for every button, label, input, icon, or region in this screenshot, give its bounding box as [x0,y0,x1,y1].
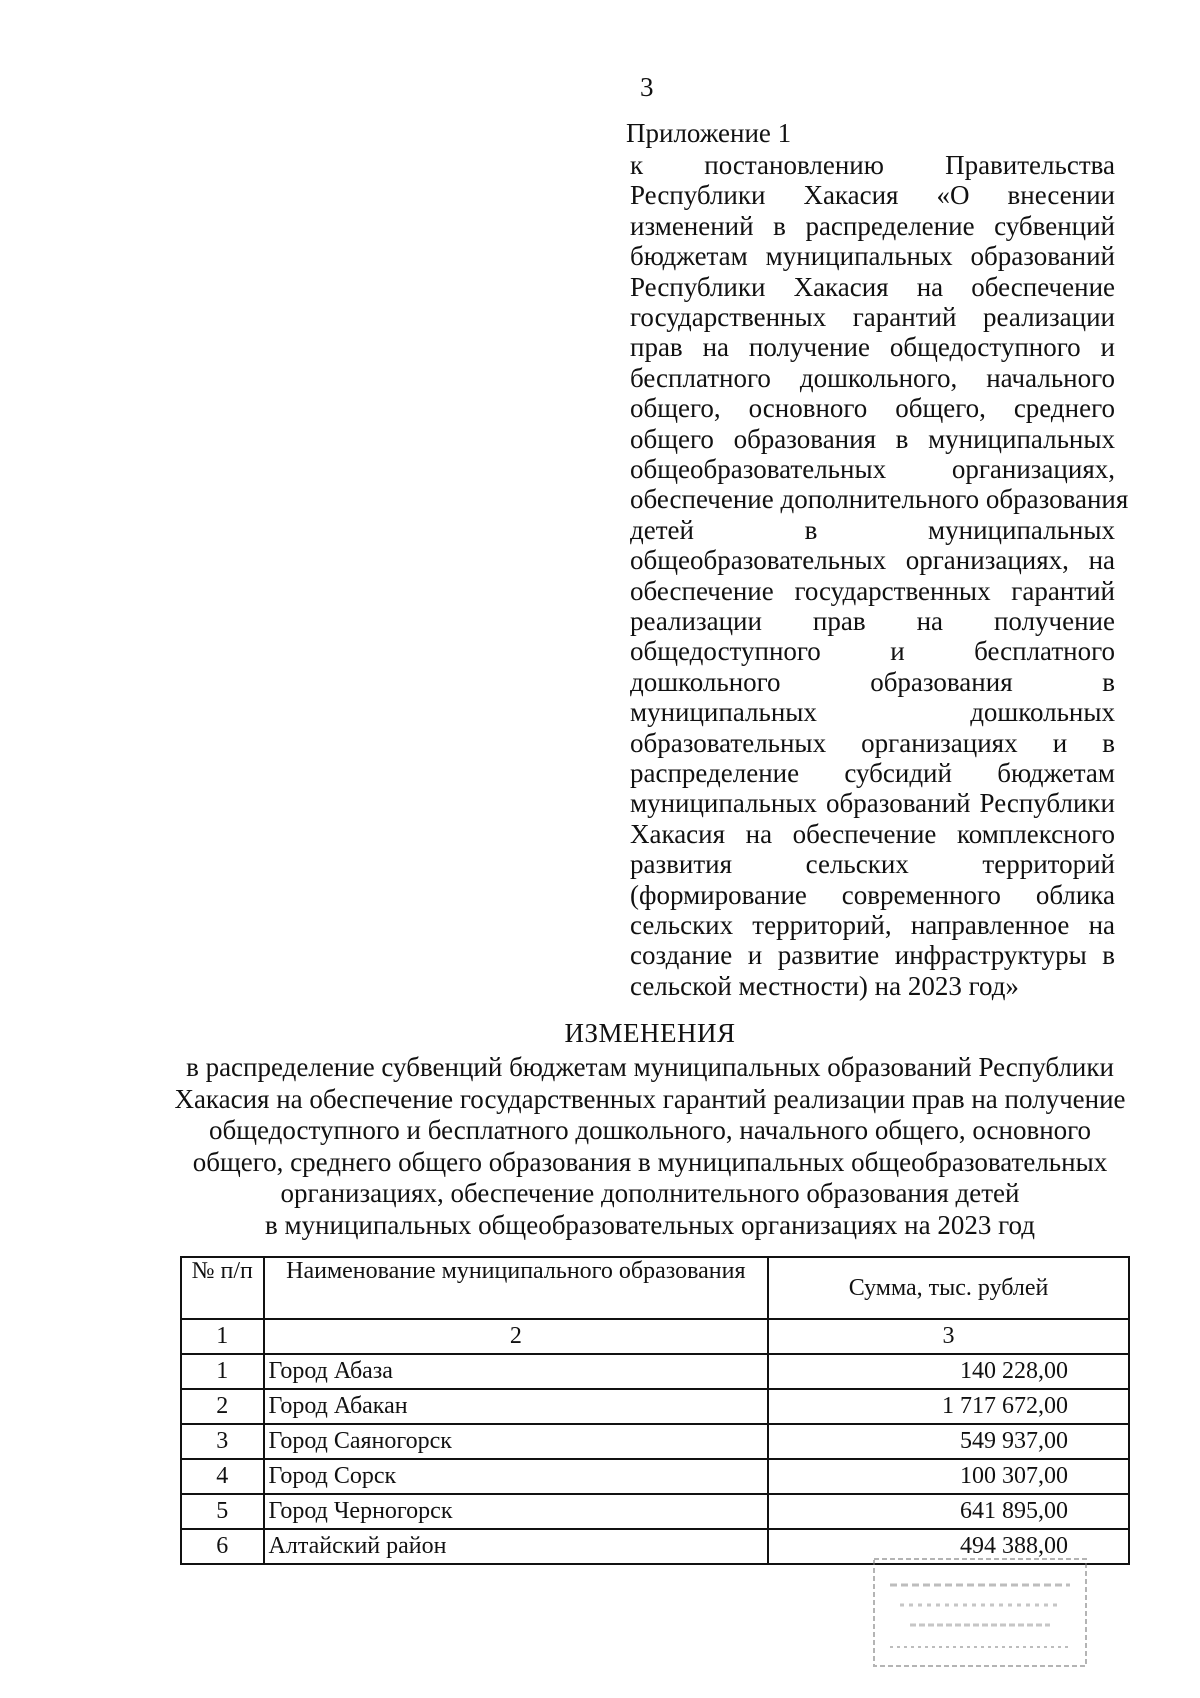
annex-line: бюджетам муниципальных образований [630,241,1115,272]
subtitle-line: в муниципальных общеобразовательных организациях на 2023 год [265,1209,1035,1240]
row-name: Город Абаза [264,1354,769,1389]
row-name: Алтайский район [264,1529,769,1564]
table-row [181,1389,1129,1424]
row-sum: 100 307,00 [768,1459,1129,1494]
annex-line: бесплатного дошкольного, начального [630,362,1115,393]
row-num: 2 [181,1389,264,1424]
annex-line: Республики Хакасия на обеспечение [630,271,1115,302]
row-sum: 140 228,00 [768,1354,1129,1389]
row-sum: 641 895,00 [768,1494,1129,1529]
row-name: Город Саяногорск [264,1424,769,1459]
index-cell: 1 [181,1319,264,1354]
subtitle-line: организациях, обеспечение дополнительного образования детей [280,1178,1020,1208]
page-number: 3 [640,72,654,102]
row-sum: 1 717 672,00 [768,1389,1129,1424]
changes-table [180,1256,1130,1565]
subtitle-line: общего, среднего общего образования в муниципальных общеобразовательных [192,1146,1108,1177]
row-name: Город Сорск [264,1459,769,1494]
annex-line: распределение субсидий бюджетам [630,758,1115,788]
row-name: Город Черногорск [264,1494,769,1529]
document-heading: ИЗМЕНЕНИЯ [564,1018,736,1048]
table-row [181,1354,1129,1389]
annex-line: сельских территорий, направленное на [630,910,1115,940]
annex-line: общедоступного и бесплатного [630,636,1115,667]
table-header-row [181,1257,1129,1319]
annex-line: сельской местности) на 2023 год» [630,970,1019,1001]
subtitle-line: общедоступного и бесплатного дошкольного, начального общего, основного [208,1115,1092,1145]
row-num: 5 [181,1494,264,1529]
row-num: 6 [181,1529,264,1564]
annex-title: Приложение 1 [626,118,792,148]
row-num: 4 [181,1459,264,1494]
table-index-row [181,1319,1129,1354]
header-sum: Сумма, тыс. рублей [768,1257,1129,1319]
row-num: 1 [181,1354,264,1389]
row-sum: 549 937,00 [768,1424,1129,1459]
annex-line: развития сельских территорий [630,849,1115,880]
header-name: Наименование муниципального образования [264,1257,769,1319]
annex-line: обеспечение государственных гарантий [630,575,1115,606]
subtitle-line: Хакасия на обеспечение государственных гарантий реализации прав на получение [174,1083,1126,1114]
table-row [181,1459,1129,1494]
row-sum: 494 388,00 [768,1529,1129,1564]
annex-line: дошкольного образования в [630,666,1115,697]
table-row [181,1424,1129,1459]
annex-line: создание и развитие инфраструктуры в [630,940,1115,971]
annex-line: государственных гарантий реализации [630,302,1115,332]
annex-line: прав на получение общедоступного и [630,332,1115,363]
annex-line: муниципальных дошкольных [630,697,1115,728]
header-num: № п/п [181,1257,264,1319]
annex-line: изменений в распределение субвенций [630,210,1115,241]
table-row [181,1494,1129,1529]
index-cell: 2 [264,1319,769,1354]
annex-line: (формирование современного облика [630,879,1115,910]
annex-line: общеобразовательных организациях, на [630,545,1115,576]
stamp-image [870,1555,1090,1670]
annex-line: муниципальных образований Республики [630,788,1115,819]
annex-line: обеспечение дополнительного образования [630,484,1129,515]
annex-line: общего, основного общего, среднего [630,393,1115,424]
annex-line: Республики Хакасия «О внесении [630,180,1115,211]
annex-line: общеобразовательных организациях, [630,454,1115,484]
annex-line: реализации прав на получение [630,606,1115,636]
annex-line: Хакасия на обеспечение комплексного [630,818,1115,849]
annex-line: общего образования в муниципальных [630,423,1115,454]
annex-line: к постановлению Правительства [630,150,1115,180]
annex-line: образовательных организациях и в [630,727,1115,758]
row-num: 3 [181,1424,264,1459]
row-name: Город Абакан [264,1389,769,1424]
subtitle-line: в распределение субвенций бюджетам муниципальных образований Республики [186,1052,1114,1082]
annex-line: детей в муниципальных [630,514,1115,545]
index-cell: 3 [768,1319,1129,1354]
